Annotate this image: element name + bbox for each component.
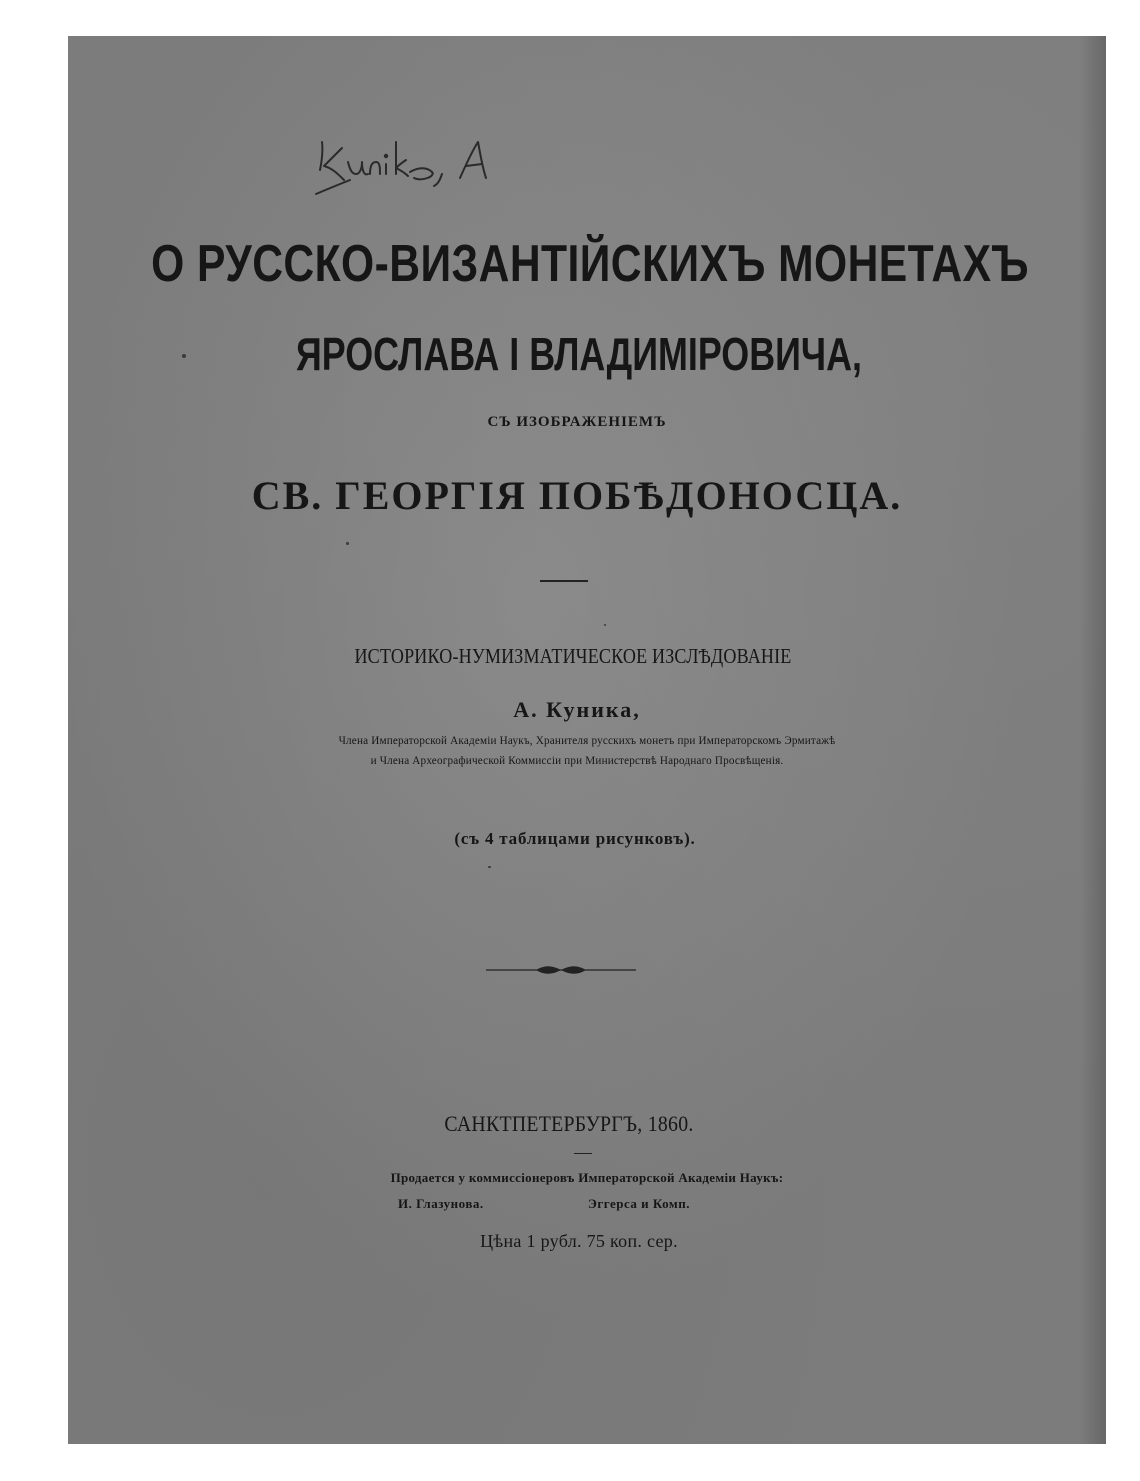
title-ruler-line: ЯРОСЛАВА I ВЛАДИМІРОВИЧА, <box>295 328 863 380</box>
author-name: А. Куника, <box>513 697 641 722</box>
author-credential-line-1: Члена Императорской Академіи Наукъ, Хранителя русскихъ монетъ при Императорскомъ Эрмитажѣ <box>338 733 836 747</box>
imprint-city-year: САНКТПЕТЕРБУРГЪ, 1860. <box>444 1111 694 1136</box>
scanned-title-page <box>68 36 1106 1444</box>
title-saint-george-line: СВ. ГЕОРГІЯ ПОБѢДОНОСЦА. <box>251 473 903 518</box>
author-credential-line-2: и Члена Археографической Коммиссіи при Министерствѣ Народнаго Просвѣщенія. <box>370 753 784 767</box>
imprint-sold-by: Продается у коммиссіонеровъ Императорской Академіи Наукъ: <box>390 1170 784 1185</box>
divider-rule <box>540 580 588 582</box>
imprint-sellers <box>398 1196 738 1214</box>
seller-glazunov: И. Глазунова. <box>398 1196 484 1211</box>
plates-note: (съ 4 таблицами рисунковъ). <box>454 829 696 848</box>
imprint-price: Цѣна 1 рубл. 75 коп. сер. <box>480 1231 678 1251</box>
subtitle-study: ИСТОРИКО-НУМИЗМАТИЧЕСКОЕ ИЗСЛѢДОВАНІЕ <box>354 644 792 668</box>
ornamental-rule <box>486 958 636 982</box>
paper-speck <box>346 542 349 545</box>
handwritten-annotation <box>310 122 530 212</box>
title-main-line: О РУССКО-ВИЗАНТІЙСКИХЪ МОНЕТАХЪ <box>151 235 1029 293</box>
imprint-short-rule <box>574 1153 592 1154</box>
title-with-image-line: СЪ ИЗОБРАЖЕНІЕМЪ <box>487 414 667 430</box>
paper-speck <box>604 624 606 626</box>
paper-speck <box>488 866 491 868</box>
seller-eggers: Эггерса и Комп. <box>588 1196 690 1211</box>
paper-speck <box>182 354 186 358</box>
